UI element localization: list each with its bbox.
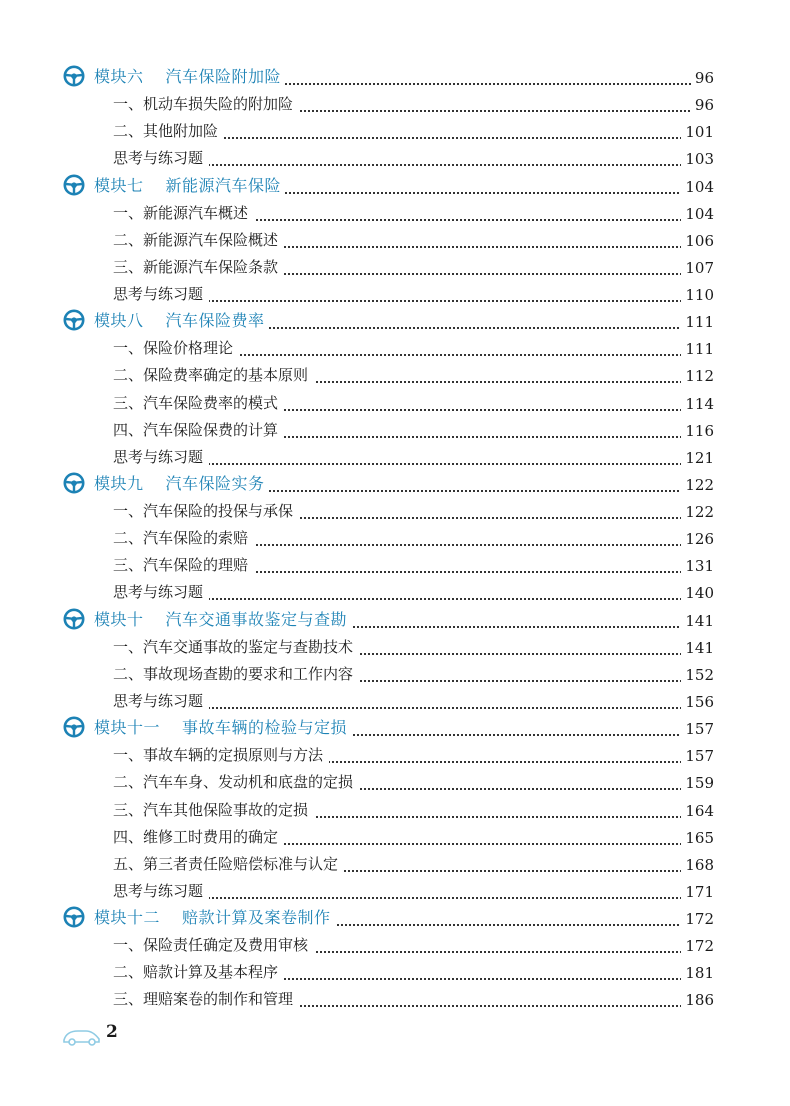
toc-section-entry[interactable] [0,389,790,415]
page-ref: 110 [681,286,714,304]
toc-module-entry[interactable] [0,172,790,198]
section-title: 五、第三者责任险赔偿标准与认定 [113,853,344,874]
page-ref: 107 [681,259,714,277]
section-title: 思考与练习题 [113,446,209,467]
steering-wheel-icon [63,174,85,196]
steering-wheel-icon [63,608,85,630]
toc-section-entry[interactable] [0,253,790,279]
module-label: 模块六 [94,67,144,86]
toc-section-entry[interactable] [0,443,790,469]
toc-section-entry[interactable] [0,931,790,957]
toc-section-entry[interactable] [0,199,790,225]
page-ref: 141 [681,612,714,630]
page-ref: 111 [681,340,714,358]
toc-section-entry[interactable] [0,226,790,252]
section-title: 二、汽车车身、发动机和底盘的定损 [113,771,359,792]
page-ref: 122 [681,503,714,521]
toc-section-entry[interactable] [0,117,790,143]
module-heading [94,173,285,196]
toc-module-entry[interactable] [0,307,790,333]
section-title: 一、事故车辆的定损原则与方法 [113,744,329,765]
page-ref: 103 [681,150,714,168]
toc-section-entry[interactable] [0,90,790,116]
section-title: 三、汽车保险费率的模式 [113,392,284,413]
page-ref: 156 [681,693,714,711]
module-title: 赔款计算及案卷制作 [182,908,331,928]
page-ref: 159 [681,774,714,792]
section-title: 一、新能源汽车概述 [113,202,254,223]
page-ref: 112 [681,367,714,385]
toc-section-entry[interactable] [0,687,790,713]
section-title: 思考与练习题 [113,880,209,901]
section-title: 二、其他附加险 [113,120,224,141]
section-title: 三、新能源汽车保险条款 [113,256,284,277]
toc-section-entry[interactable] [0,551,790,577]
page-number: 2 [106,1022,118,1042]
steering-wheel-icon [63,716,85,738]
page-ref: 165 [681,829,714,847]
module-heading [94,607,351,630]
toc-section-entry[interactable] [0,633,790,659]
page-ref: 172 [681,910,714,928]
toc-section-entry[interactable] [0,877,790,903]
section-title: 一、机动车损失险的附加险 [113,93,299,114]
module-label: 模块十 [94,609,144,629]
toc-section-entry[interactable] [0,497,790,523]
page-ref: 106 [681,232,714,250]
section-title: 四、维修工时费用的确定 [113,826,284,847]
page-ref: 111 [681,313,714,331]
toc-module-entry[interactable] [0,470,790,496]
section-title: 三、汽车保险的理赔 [113,554,254,575]
module-title: 汽车保险实务 [165,473,265,493]
toc-module-entry[interactable] [0,606,790,632]
page-ref: 104 [681,205,714,223]
module-heading [94,64,285,87]
module-heading [94,471,269,494]
page-ref: 121 [681,449,714,467]
toc-module-entry[interactable] [0,904,790,930]
section-title: 一、汽车交通事故的鉴定与查勘技术 [113,636,359,657]
module-label: 模块十二 [94,908,161,928]
section-title: 二、汽车保险的索赔 [113,527,254,548]
page-ref: 186 [681,991,714,1009]
toc-section-entry[interactable] [0,958,790,984]
page-footer [62,1022,162,1052]
page-ref: 96 [691,96,714,114]
toc-section-entry[interactable] [0,578,790,604]
toc-section-entry[interactable] [0,144,790,170]
page-ref: 157 [681,720,714,738]
page-ref: 122 [681,476,714,494]
steering-wheel-icon [63,906,85,928]
module-title: 汽车交通事故鉴定与查勘 [165,609,348,629]
section-title: 一、汽车保险的投保与承保 [113,500,299,521]
module-heading [94,905,335,928]
section-title: 四、汽车保险保费的计算 [113,419,284,440]
module-title: 汽车保险费率 [165,311,265,331]
module-title: 事故车辆的检验与定损 [182,718,348,738]
toc-section-entry[interactable] [0,850,790,876]
toc-section-entry[interactable] [0,741,790,767]
module-label: 模块八 [94,311,144,331]
page-ref: 164 [681,802,714,820]
module-label: 模块七 [94,175,144,195]
page-ref: 104 [681,178,714,196]
toc-section-entry[interactable] [0,796,790,822]
page-ref: 141 [681,639,714,657]
module-title: 新能源汽车保险 [165,175,282,195]
module-label: 模块九 [94,473,144,493]
toc-section-entry[interactable] [0,334,790,360]
page-ref: 114 [681,395,714,413]
section-title: 一、保险责任确定及费用审核 [113,934,314,955]
section-title: 思考与练习题 [113,690,209,711]
steering-wheel-icon [63,309,85,331]
toc-section-entry[interactable] [0,660,790,686]
toc-section-entry[interactable] [0,416,790,442]
car-outline-icon [62,1024,102,1046]
page-ref: 157 [681,747,714,765]
section-title: 二、保险费率确定的基本原则 [113,364,314,385]
page-ref: 101 [681,123,714,141]
toc-section-entry[interactable] [0,280,790,306]
section-title: 三、理赔案卷的制作和管理 [113,988,299,1009]
section-title: 三、汽车其他保险事故的定损 [113,799,314,820]
section-title: 二、新能源汽车保险概述 [113,229,284,250]
toc-module-entry[interactable] [0,714,790,740]
page-ref: 168 [681,856,714,874]
section-title: 思考与练习题 [113,283,209,304]
steering-wheel-icon [63,472,85,494]
page-ref: 152 [681,666,714,684]
page-ref: 171 [681,883,714,901]
toc-section-entry[interactable] [0,524,790,550]
module-title: 汽车保险附加险 [165,67,282,86]
page-ref: 131 [681,557,714,575]
page-ref: 140 [681,584,714,602]
section-title: 思考与练习题 [113,147,209,168]
module-heading [94,308,269,331]
page-ref: 172 [681,937,714,955]
toc-section-entry[interactable] [0,823,790,849]
toc-section-entry[interactable] [0,985,790,1011]
module-heading [94,715,351,738]
page-ref: 126 [681,530,714,548]
toc-section-entry[interactable] [0,361,790,387]
section-title: 思考与练习题 [113,581,209,602]
page-ref: 116 [681,422,714,440]
steering-wheel-icon [63,65,85,87]
page-ref: 181 [681,964,714,982]
module-label: 模块十一 [94,718,161,738]
section-title: 一、保险价格理论 [113,337,239,358]
section-title: 二、事故现场查勘的要求和工作内容 [113,663,359,684]
toc-module-entry[interactable] [0,63,790,89]
toc-section-entry[interactable] [0,768,790,794]
page-ref: 96 [691,69,714,87]
section-title: 二、赔款计算及基本程序 [113,961,284,982]
